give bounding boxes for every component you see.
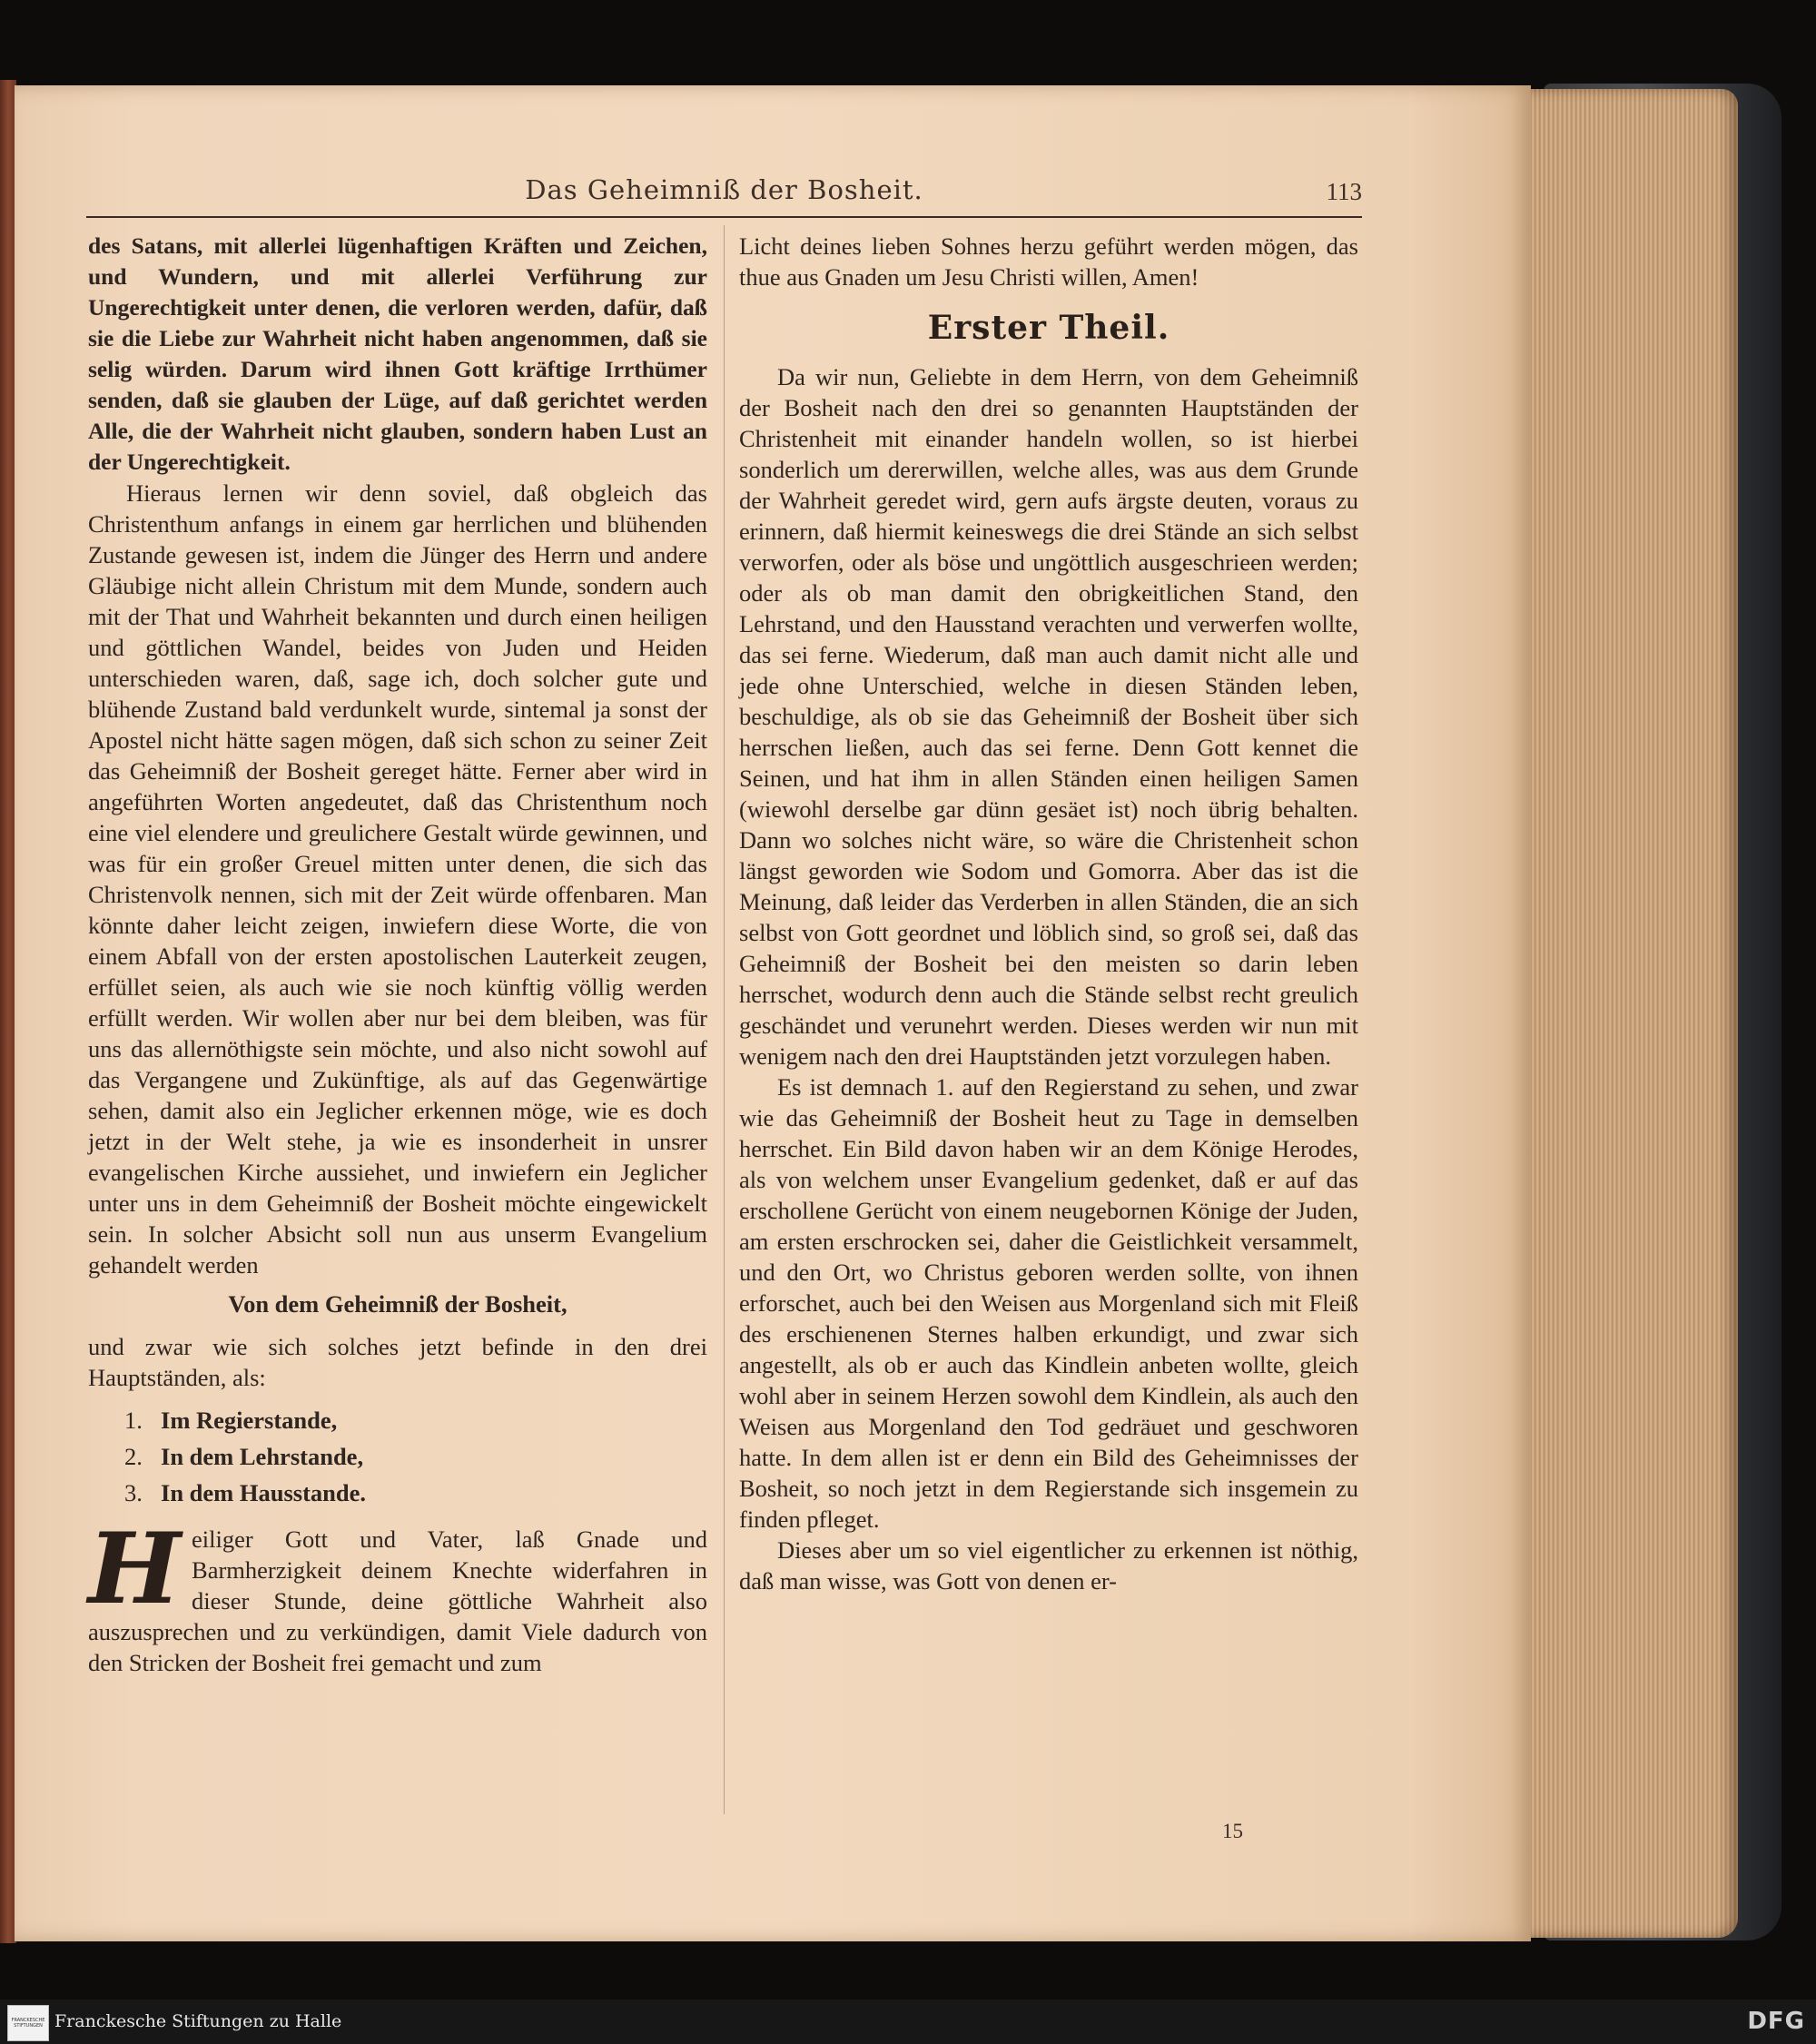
running-title: Das Geheimniß der Bosheit. <box>525 174 923 205</box>
estates-list <box>124 1402 707 1511</box>
intro-line: und zwar wie sich solches jetzt befinde in den drei Hauptständen, als: <box>88 1333 707 1391</box>
body-paragraph: Hieraus lernen wir denn soviel, daß obgleich das Christenthum anfangs in einem gar herrlichen und blühenden Zustande gewesen ist, indem die Jünger des Herrn und andere Gläubige nicht allein Christum mit dem Munde, sondern auch mit der That und Wahrheit bekannten und durch einen heiligen und göttlichen Wandel, beides von Juden und Heiden unterschieden waren, daß, sage ich, doch solcher gute und blühende Zustand bald verdunkelt wurde, sintemal ja sonst der Apostel nicht hätte sagen mögen, daß sich schon zu seiner Zeit das Geheimniß der Bosheit gereget hätte. Ferner aber wird in angeführten Worten angedeutet, daß das Christenthum noch eine viel elendere und greulichere Gestalt würde gewinnen, und was für ein großer Greuel mitten unter denen, die sich das Christenvolk nennen, sich mit der Zeit würde offenbaren. Man könnte daher leicht zeigen, inwiefern diese Worte, die von einem Abfall von der ersten apostolischen Lauterkeit zeugen, erfüllet seien, als auch wie sie noch künftig völlig werden erfüllt werden. Wir wollen aber nur bei dem bleiben, was für uns das allernöthigste sein möchte, und also nicht sowohl auf das Vergangene und Zukünftige, als auf das Gegenwärtige sehen, damit also ein Jeglicher erkennen möge, wie es doch jetzt in der Welt stehe, ja wie es insonderheit in unsrer evangelischen Kirche aussiehet, und inwiefern ein Jeglicher unter uns in dem Geheimniß der Bosheit möchte eingewickelt sein. In solcher Absicht soll nun aus unserm Evangelium gehandelt werden <box>88 479 707 1279</box>
page-edges <box>1527 89 1738 1938</box>
scripture-quote: des Satans, mit allerlei lügenhaftigen Kräften und Zeichen, und Wundern, und mit allerlei Verführung zur Ungerechtigkeit unter denen, die verloren werden, dafür, daß sie die Liebe zur Wahrheit nicht haben angenommen, daß sie selig würden. Darum wird ihnen Gott kräftige Irrthümer senden, daß sie glauben der Lüge, auf daß gerichtet werden Alle, die der Wahrheit nicht glauben, sondern haben Lust an der Ungerechtigkeit. <box>88 232 707 475</box>
viewer-footer <box>0 2000 1816 2044</box>
prayer-paragraph <box>88 1512 707 1678</box>
institution-logo[interactable] <box>7 2005 49 2041</box>
list-number: 2. <box>124 1443 143 1470</box>
list-text: Im Regierstande, <box>161 1407 338 1434</box>
continuation-text: Licht deines lieben Sohnes herzu geführt werden mögen, das thue aus Gnaden um Jesu Christi willen, Amen! <box>739 232 1358 291</box>
subheading: Von dem Geheimniß der Bosheit, <box>228 1290 568 1318</box>
prayer-text: eiliger Gott und Vater, laß Gnade und Barmherzigkeit deinem Knechte widerfahren in dieser Stunde, deine göttliche Wahrheit also auszusprechen und zu verkündigen, damit Viele dadurch von den Stricken der Bosheit frei gemacht und zum <box>88 1526 707 1676</box>
page-number: 113 <box>1326 178 1362 205</box>
drop-cap-initial: H <box>88 1512 182 1626</box>
column-divider <box>724 225 725 1814</box>
logo-text: FRANCKESCHE STIFTUNGEN <box>11 2018 45 2029</box>
signature-mark: 15 <box>1222 1820 1243 1842</box>
list-text: In dem Lehrstande, <box>161 1443 364 1470</box>
list-text: In dem Hausstande. <box>161 1479 367 1506</box>
list-number: 1. <box>124 1407 143 1434</box>
body-paragraph: Dieses aber um so viel eigentlicher zu erkennen ist nöthig, daß man wisse, was Gott von denen er- <box>739 1536 1358 1595</box>
body-paragraph: Da wir nun, Geliebte in dem Herrn, von dem Geheimniß der Bosheit nach den drei so genannten Hauptständen der Christenheit mit einander handeln wollen, so ist hierbei sonderlich um dererwillen, welche alles, was aus dem Grunde der Wahrheit geredet wird, gern aufs ärgste deuten, voraus zu erinnern, daß hiermit keineswegs die drei Stände an sich selbst verworfen, oder als böse und ungöttlich ausgeschrieen werden; oder als ob man damit den obrigkeitlichen Stand, den Lehrstand, und den Hausstand verachten und verwerfen wollte, das sei ferne. Wiederum, daß man auch damit nicht alle und jede ohne Unterschied, welche in diesen Ständen leben, beschuldige, als ob sie das Geheimniß der Bosheit über sich herrschen ließen, auch das sei ferne. Denn Gott kennet die Seinen, und hat ihm in allen Ständen einen heiligen Samen (wiewohl derselbe gar dünn gesäet ist) noch übrig behalten. Dann wo solches nicht wäre, so wäre die Christenheit schon längst geworden wie Sodom und Gomorra. Aber das ist die Meinung, daß leider das Verderben in allen Ständen, die an sich selbst von Gott geordnet und löblich sind, so groß sei, daß das Geheimniß der Bosheit bei den meisten so darin leben herrschet, wodurch denn auch die Stände selbst recht greulich geschändet und verunehrt werden. Dieses werden wir nun mit wenigem nach den drei Hauptständen jetzt vorzulegen haben. <box>739 363 1358 1070</box>
list-number: 3. <box>124 1479 143 1506</box>
right-column <box>739 231 1358 1596</box>
section-title: Erster Theil. <box>927 309 1170 347</box>
dfg-logo[interactable]: DFG <box>1747 2008 1805 2035</box>
list-item <box>124 1475 707 1511</box>
institution-name[interactable]: Franckesche Stiftungen zu Halle <box>54 2011 342 2031</box>
left-column <box>88 231 707 1678</box>
list-item <box>124 1402 707 1438</box>
running-header <box>86 171 1362 218</box>
list-item <box>124 1438 707 1475</box>
body-paragraph: Es ist demnach 1. auf den Regierstand zu sehen, und zwar wie das Geheimniß der Bosheit heut zu Tage in demselben herrschet. Ein Bild davon haben wir an dem Könige Herodes, als von welchem unser Evangelium gedenket, daß er auf das erschollene Gerücht von einem neugebornen Könige der Juden, am ersten erschrocken sei, daher die Geistlichkeit versammelt, und den Ort, wo Christus geboren werden sollte, von ihnen erforschet, auch bei den Weisen aus Morgenland sich mit Fleiß des erschienenen Sternes halben erkundigt, und zwar sich angestellt, als ob er auch das Kindlein anbeten wollte, gleich wohl aber in seinem Herzen sowohl dem Kindlein, als auch den Weisen aus Morgenland den Tod gedräuet und geschworen hatte. In dem allen ist er denn ein Bild des Geheimnisses der Bosheit, so noch jetzt in dem Regierstande sich insgemein zu finden pfleget. <box>739 1073 1358 1533</box>
